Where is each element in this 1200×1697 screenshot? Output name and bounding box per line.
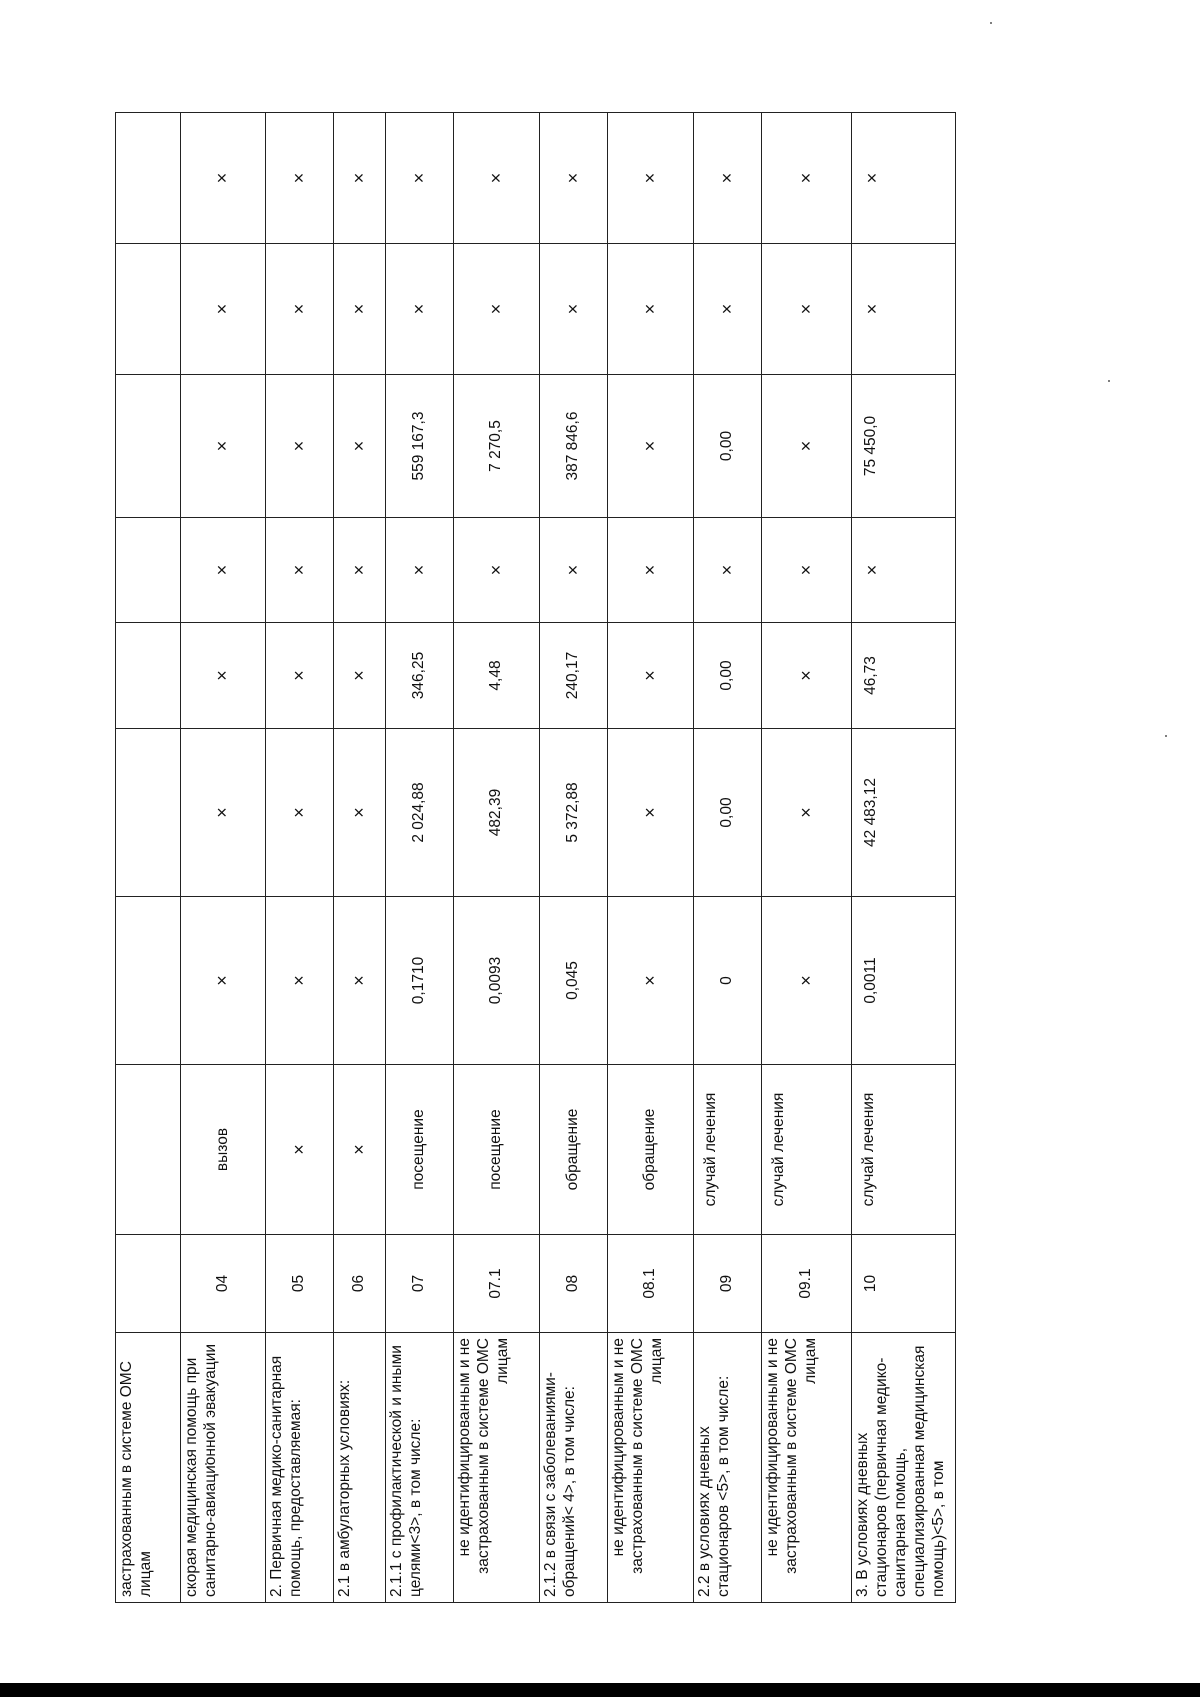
table-row [116, 113, 181, 1603]
value-cell-c5: 482,39 [454, 729, 540, 897]
value-cell-c8: 559 167,3 [386, 375, 454, 518]
value-cell-c7: × [540, 518, 608, 623]
value-cell-c10: × [334, 113, 386, 244]
row-name-cell: не идентифицированным и не застрахованным в системе ОМС лицам [762, 1333, 852, 1603]
value-cell-c4: × [266, 897, 334, 1065]
unit-cell: случай лечения [852, 1065, 956, 1235]
table-body [116, 113, 956, 1603]
scan-speck [1165, 735, 1167, 737]
value-cell-c5: 5 372,88 [540, 729, 608, 897]
value-cell-c5: × [762, 729, 852, 897]
value-cell-c6: 4,48 [454, 623, 540, 729]
scan-speck [1108, 380, 1110, 382]
value-cell-c9: × [852, 244, 956, 375]
row-code-cell: 05 [266, 1235, 334, 1333]
value-cell-c6: × [266, 623, 334, 729]
table-row [762, 113, 852, 1603]
rotated-table-frame [115, 113, 1045, 1603]
value-cell-c4: 0,0093 [454, 897, 540, 1065]
value-cell-c8: × [608, 375, 694, 518]
value-cell-c7: × [454, 518, 540, 623]
value-cell-c10: × [540, 113, 608, 244]
unit-cell: × [266, 1065, 334, 1235]
value-cell-c6: 346,25 [386, 623, 454, 729]
table-row [334, 113, 386, 1603]
table-row [181, 113, 266, 1603]
value-cell-c10: × [181, 113, 266, 244]
value-cell-c6: 0,00 [694, 623, 762, 729]
value-cell-c7: × [386, 518, 454, 623]
value-cell-c9: × [334, 244, 386, 375]
row-name-cell: скорая медицинская помощь при санитарно-авиационной эвакуации [181, 1333, 266, 1603]
table-row [694, 113, 762, 1603]
row-name-cell: 2. Первичная медико-санитарная помощь, предоставляемая: [266, 1333, 334, 1603]
value-cell-c10: × [266, 113, 334, 244]
value-cell-c8: 0,00 [694, 375, 762, 518]
table-row [454, 113, 540, 1603]
row-name-cell: не идентифицированным и не застрахованным в системе ОМС лицам [608, 1333, 694, 1603]
value-cell-c7: × [266, 518, 334, 623]
scan-speck [990, 22, 992, 24]
value-cell-c9: × [266, 244, 334, 375]
row-code-cell: 07 [386, 1235, 454, 1333]
value-cell-c6: 240,17 [540, 623, 608, 729]
value-cell-c5: 42 483,12 [852, 729, 956, 897]
value-cell-c4: 0,045 [540, 897, 608, 1065]
value-cell-c8: 7 270,5 [454, 375, 540, 518]
value-cell-c7: × [762, 518, 852, 623]
row-code-cell [116, 1235, 181, 1333]
value-cell-c4: 0,1710 [386, 897, 454, 1065]
value-cell-c5: × [608, 729, 694, 897]
value-cell-c4: 0,0011 [852, 897, 956, 1065]
value-cell-c6 [116, 623, 181, 729]
value-cell-c8: 387 846,6 [540, 375, 608, 518]
value-cell-c10: × [762, 113, 852, 244]
unit-cell: случай лечения [762, 1065, 852, 1235]
value-cell-c4 [116, 897, 181, 1065]
row-name-cell: 3. В условиях дневных стационаров (первичная медико-санитарная помощь, специализированная медицинская помощь)<5>, в том [852, 1333, 956, 1603]
value-cell-c10: × [454, 113, 540, 244]
unit-cell: обращение [608, 1065, 694, 1235]
value-cell-c6: × [334, 623, 386, 729]
rotated-table [115, 113, 1045, 1603]
row-name-cell: 2.1 в амбулаторных условиях: [334, 1333, 386, 1603]
scan-bottom-edge [0, 1683, 1200, 1697]
row-name-cell: не идентифицированным и не застрахованным в системе ОМС лицам [454, 1333, 540, 1603]
row-code-cell: 07.1 [454, 1235, 540, 1333]
value-cell-c9: × [181, 244, 266, 375]
value-cell-c4: × [181, 897, 266, 1065]
row-code-cell: 04 [181, 1235, 266, 1333]
unit-cell: посещение [386, 1065, 454, 1235]
value-cell-c9: × [454, 244, 540, 375]
row-code-cell: 10 [852, 1235, 956, 1333]
value-cell-c8: × [266, 375, 334, 518]
value-cell-c4: × [762, 897, 852, 1065]
row-code-cell: 08 [540, 1235, 608, 1333]
value-cell-c8: × [181, 375, 266, 518]
row-code-cell: 06 [334, 1235, 386, 1333]
row-name-cell: 2.1.1 с профилактической и иными целями<3>, в том числе: [386, 1333, 454, 1603]
table-row [386, 113, 454, 1603]
value-cell-c4: × [334, 897, 386, 1065]
value-cell-c7: × [694, 518, 762, 623]
value-cell-c5: × [181, 729, 266, 897]
value-cell-c8: × [762, 375, 852, 518]
value-cell-c5 [116, 729, 181, 897]
value-cell-c8 [116, 375, 181, 518]
data-table [115, 112, 956, 1603]
unit-cell: посещение [454, 1065, 540, 1235]
value-cell-c5: 2 024,88 [386, 729, 454, 897]
table-row [608, 113, 694, 1603]
value-cell-c7: × [852, 518, 956, 623]
value-cell-c8: × [334, 375, 386, 518]
value-cell-c10: × [386, 113, 454, 244]
unit-cell: вызов [181, 1065, 266, 1235]
row-name-cell: 2.2 в условиях дневных стационаров <5>, в том числе: [694, 1333, 762, 1603]
value-cell-c10: × [608, 113, 694, 244]
table-row [852, 113, 956, 1603]
value-cell-c4: 0 [694, 897, 762, 1065]
unit-cell: случай лечения [694, 1065, 762, 1235]
row-code-cell: 08.1 [608, 1235, 694, 1333]
unit-cell [116, 1065, 181, 1235]
value-cell-c10: × [694, 113, 762, 244]
value-cell-c9: × [694, 244, 762, 375]
row-name-cell: 2.1.2 в связи с заболеваниями-обращений< 4>, в том числе: [540, 1333, 608, 1603]
unit-cell: обращение [540, 1065, 608, 1235]
value-cell-c8: 75 450,0 [852, 375, 956, 518]
unit-cell: × [334, 1065, 386, 1235]
value-cell-c7: × [608, 518, 694, 623]
value-cell-c5: × [334, 729, 386, 897]
row-name-cell: застрахованным в системе ОМС лицам [116, 1333, 181, 1603]
value-cell-c9: × [608, 244, 694, 375]
value-cell-c7: × [181, 518, 266, 623]
value-cell-c10 [116, 113, 181, 244]
value-cell-c4: × [608, 897, 694, 1065]
value-cell-c9: × [762, 244, 852, 375]
value-cell-c5: × [266, 729, 334, 897]
value-cell-c6: × [608, 623, 694, 729]
value-cell-c10: × [852, 113, 956, 244]
value-cell-c9: × [540, 244, 608, 375]
row-code-cell: 09 [694, 1235, 762, 1333]
value-cell-c9: × [386, 244, 454, 375]
row-code-cell: 09.1 [762, 1235, 852, 1333]
value-cell-c6: 46,73 [852, 623, 956, 729]
value-cell-c9 [116, 244, 181, 375]
value-cell-c5: 0,00 [694, 729, 762, 897]
table-row [266, 113, 334, 1603]
value-cell-c6: × [762, 623, 852, 729]
value-cell-c7: × [334, 518, 386, 623]
table-row [540, 113, 608, 1603]
value-cell-c7 [116, 518, 181, 623]
value-cell-c6: × [181, 623, 266, 729]
